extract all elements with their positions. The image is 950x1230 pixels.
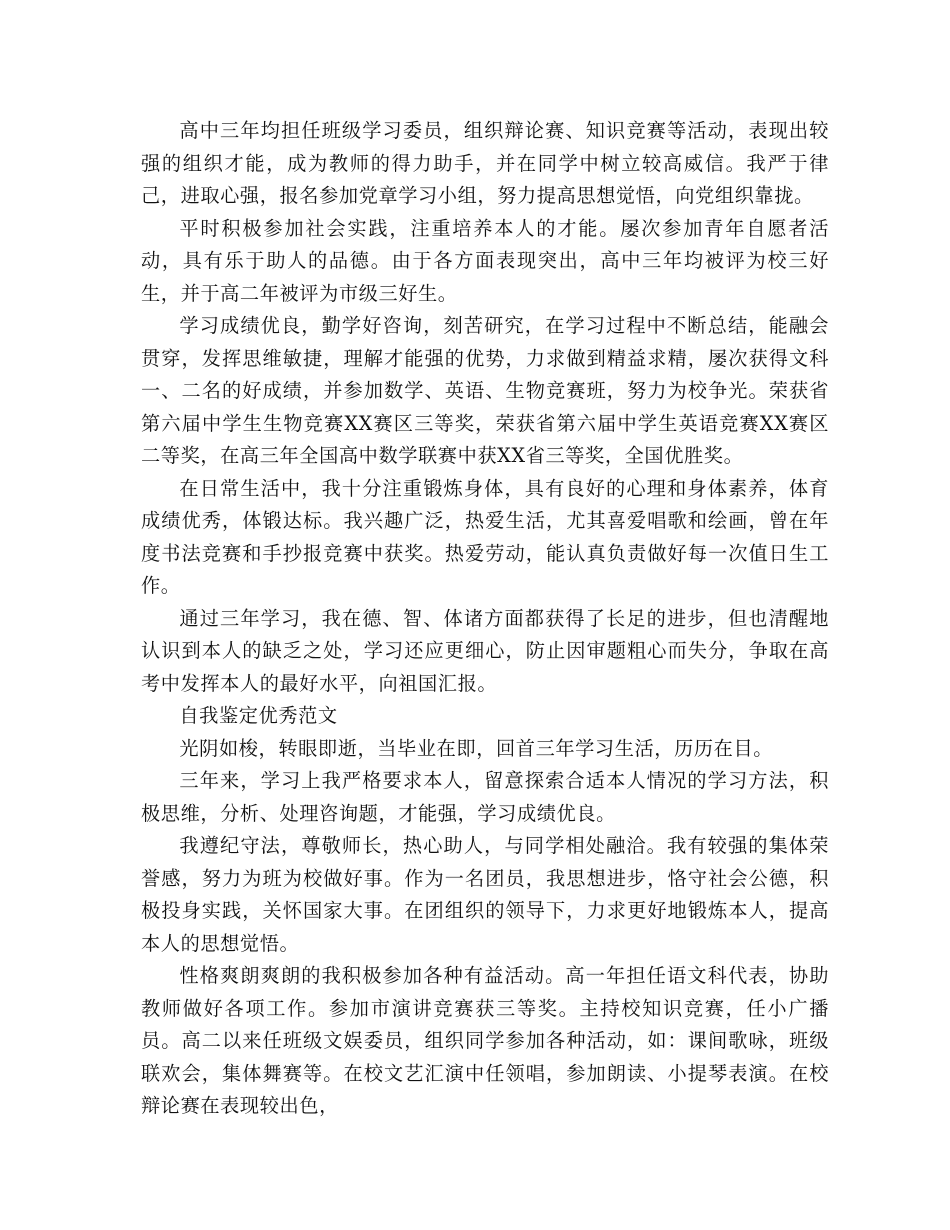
- document-body: [141, 115, 829, 1123]
- paragraph-daily-life: 在日常生活中，我十分注重锻炼身体，具有良好的心理和身体素养，体育成绩优秀，体锻达标。我兴趣广泛，热爱生活，尤其喜爱唱歌和绘画，曾在年度书法竞赛和手抄报竞赛中获奖。热爱劳动，能认真负责做好每一次值日生工作。: [141, 476, 829, 597]
- paragraph-class-committee: 高中三年均担任班级学习委员，组织辩论赛、知识竞赛等活动，表现出较强的组织才能，成为教师的得力助手，并在同学中树立较高威信。我严于律己，进取心强，报名参加党章学习小组，努力提高思想觉悟，向党组织靠拢。: [141, 119, 829, 207]
- paragraph-study-methods: 三年来，学习上我严格要求本人，留意探索合适本人情况的学习方法，积极思维，分析、处理咨询题，才能强，学习成绩优良。: [141, 769, 829, 825]
- paragraph-three-year-summary: 通过三年学习，我在德、智、体诸方面都获得了长足的进步，但也清醒地认识到本人的缺乏之处，学习还应更细心，防止因审题粗心而失分，争取在高考中发挥本人的最好水平，向祖国汇报。: [141, 606, 829, 695]
- paragraph-discipline: 我遵纪守法，尊敬师长，热心助人，与同学相处融洽。我有较强的集体荣誉感，努力为班为校做好事。作为一名团员，我思想进步，恪守社会公德，积极投身实践，关怀国家大事。在团组织的领导下，力求更好地锻炼本人，提高本人的思想觉悟。: [141, 834, 829, 955]
- paragraph-activities: 性格爽朗爽朗的我积极参加各种有益活动。高一年担任语文科代表，协助教师做好各项工作。参加市演讲竞赛获三等奖。主持校知识竞赛，任小广播员。高二以来任班级文娱委员，组织同学参加各种活动，如：课间歌咏，班级联欢会，集体舞赛等。在校文艺汇演中任领唱，参加朗读、小提琴表演。在校辩论赛在表现较出色，: [141, 964, 829, 1117]
- section-heading: 自我鉴定优秀范文: [179, 704, 338, 727]
- paragraph-academic-performance: 学习成绩优良，勤学好咨询，刻苦研究，在学习过程中不断总结，能融会贯穿，发挥思维敏捷，理解才能强的优势，力求做到精益求精，屡次获得文科一、二名的好成绩，并参加数学、英语、生物竞赛班，努力为校争光。荣获省第六届中学生生物竞赛XX赛区三等奖，荣获省第六届中学生英语竞赛XX赛区二等奖，在高三年全国高中数学联赛中获XX省三等奖，全国优胜奖。: [141, 314, 829, 467]
- paragraph-social-practice: 平时积极参加社会实践，注重培养本人的才能。屡次参加青年自愿者活动，具有乐于助人的品德。由于各方面表现突出，高中三年均被评为校三好生，并于高二年被评为市级三好生。: [141, 216, 829, 305]
- paragraph-time-flies: 光阴如梭，转眼即逝，当毕业在即，回首三年学习生活，历历在目。: [179, 736, 774, 760]
